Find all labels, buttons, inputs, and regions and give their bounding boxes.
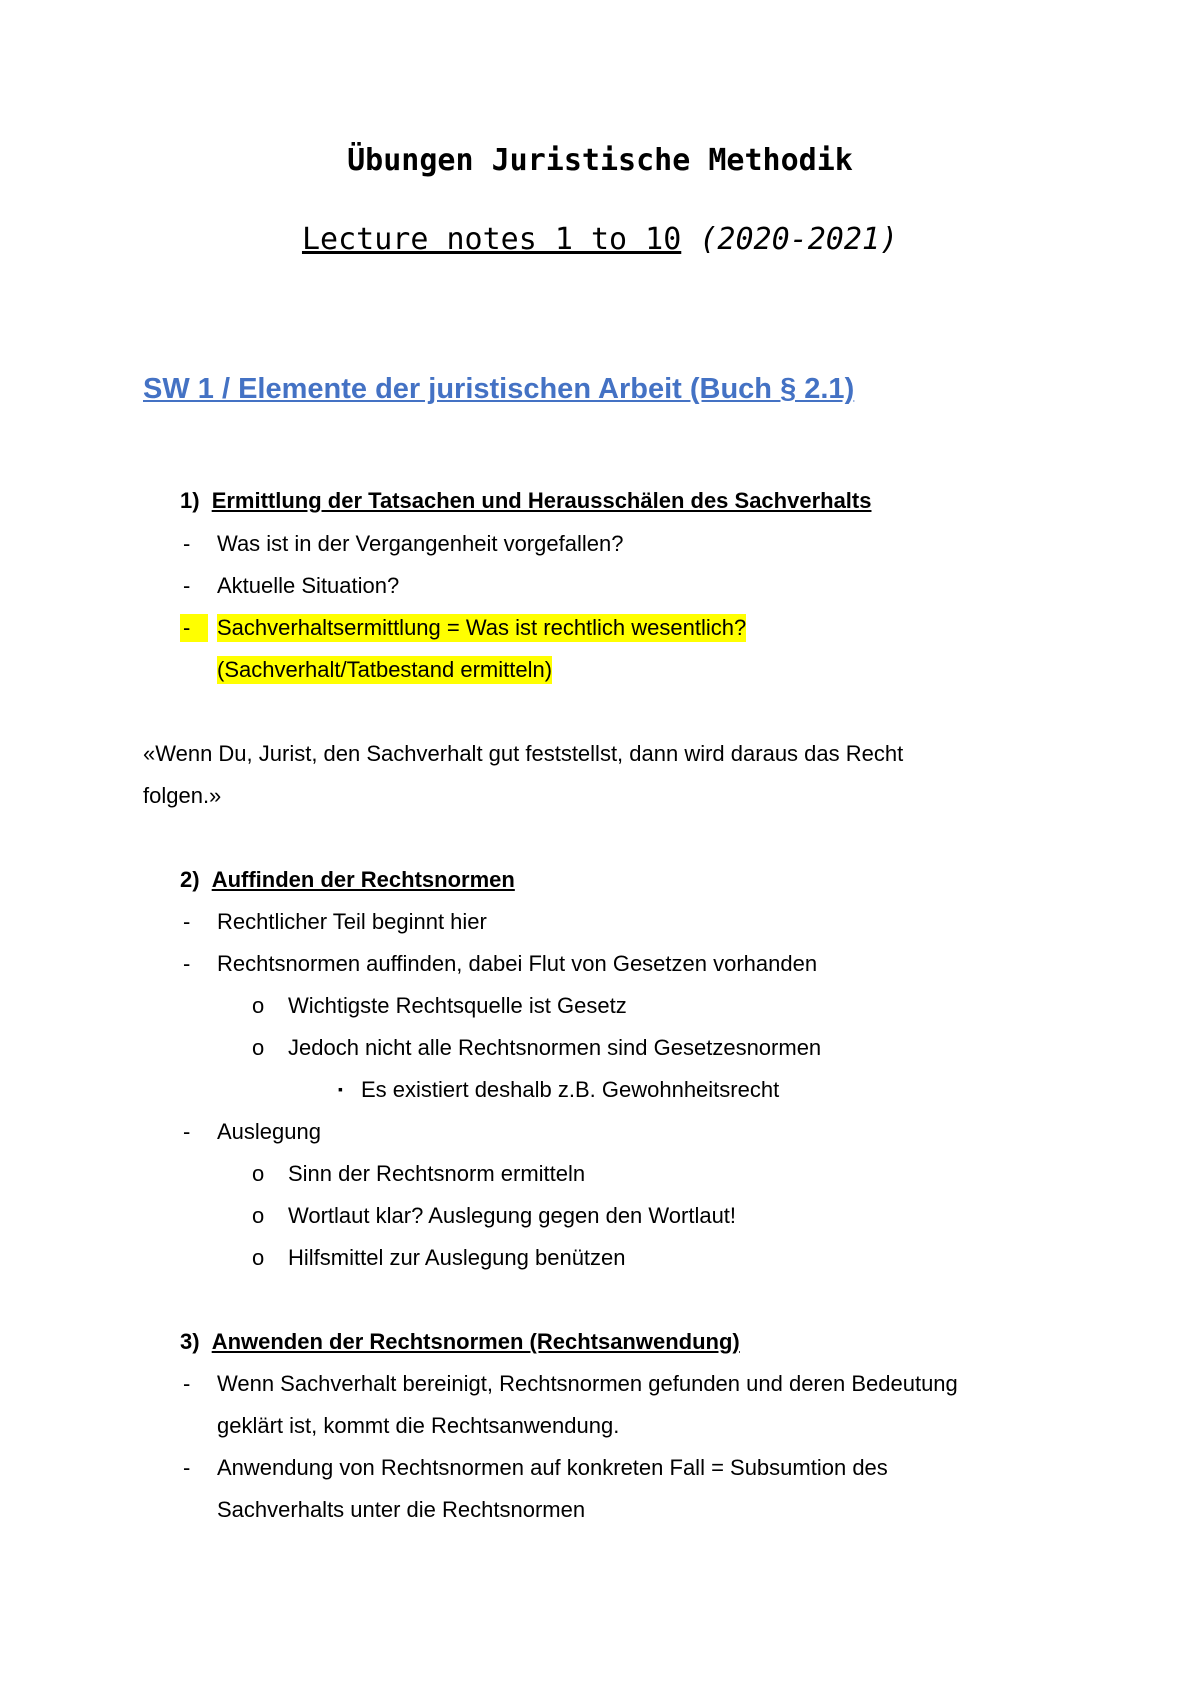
subtitle-years: (2020-2021) [699,222,899,257]
section-2-number: 2) [180,867,200,892]
dash-bullet: - [183,1119,191,1144]
section-1-number: 1) [180,488,200,513]
circle-bullet: o [252,993,265,1018]
dash-bullet: - [183,1455,191,1480]
list-item: Wichtigste Rechtsquelle ist Gesetz [288,993,627,1018]
dash-bullet: - [183,1371,191,1396]
list-item: Es existiert deshalb z.B. Gewohnheitsrecht [361,1077,780,1102]
section-1-header [180,487,871,515]
section-3-header [180,1328,740,1356]
dash-bullet-highlighted: - [180,614,208,642]
dash-bullet: - [183,531,191,556]
list-item: Wenn Sachverhalt bereinigt, Rechtsnormen gefunden und deren Bedeutung [217,1371,958,1396]
list-item: Sinn der Rechtsnorm ermitteln [288,1161,586,1186]
square-bullet [338,1076,343,1106]
circle-bullet: o [252,1035,265,1060]
list-item: Rechtlicher Teil beginnt hier [217,909,487,934]
section-2-header [180,866,515,894]
list-item: Rechtsnormen auffinden, dabei Flut von Gesetzen vorhanden [217,951,818,976]
circle-bullet: o [252,1245,265,1270]
dash-bullet: - [183,573,191,598]
list-item: Hilfsmittel zur Auslegung benützen [288,1245,626,1270]
section-heading: SW 1 / Elemente der juristischen Arbeit (Buch § 2.1) [143,373,855,405]
dash-bullet: - [183,909,191,934]
list-item: geklärt ist, kommt die Rechtsanwendung. [217,1413,620,1438]
list-item: Was ist in der Vergangenheit vorgefallen? [217,531,624,556]
section-1-title: Ermittlung der Tatsachen und Herausschälen des Sachverhalts [211,488,872,513]
list-item: Auslegung [217,1119,321,1144]
quote-line-2: folgen.» [143,783,222,808]
section-3-number: 3) [180,1329,200,1354]
circle-bullet: o [252,1161,265,1186]
list-item-highlighted: (Sachverhalt/Tatbestand ermitteln) [217,657,553,682]
document-subtitle [0,222,1200,257]
list-item: Aktuelle Situation? [217,573,400,598]
subtitle-main: Lecture notes 1 to 10 [301,222,682,257]
list-item: Anwendung von Rechtsnormen auf konkreten Fall = Subsumtion des [217,1455,888,1480]
list-item: Jedoch nicht alle Rechtsnormen sind Gesetzesnormen [288,1035,822,1060]
circle-bullet: o [252,1203,265,1228]
dash-bullet: - [183,951,191,976]
list-item: Sachverhalts unter die Rechtsnormen [217,1497,586,1522]
quote-line-1: «Wenn Du, Jurist, den Sachverhalt gut feststellst, dann wird daraus das Recht [143,741,904,766]
section-3-title: Anwenden der Rechtsnormen (Rechtsanwendung) [211,1329,740,1354]
list-item-highlighted: Sachverhaltsermittlung = Was ist rechtlich wesentlich? [217,615,747,640]
list-item: Wortlaut klar? Auslegung gegen den Wortlaut! [288,1203,737,1228]
section-2-title: Auffinden der Rechtsnormen [211,867,515,892]
square-bullet-glyph: ▪ [338,1081,343,1097]
document-title: Übungen Juristische Methodik [347,143,853,178]
